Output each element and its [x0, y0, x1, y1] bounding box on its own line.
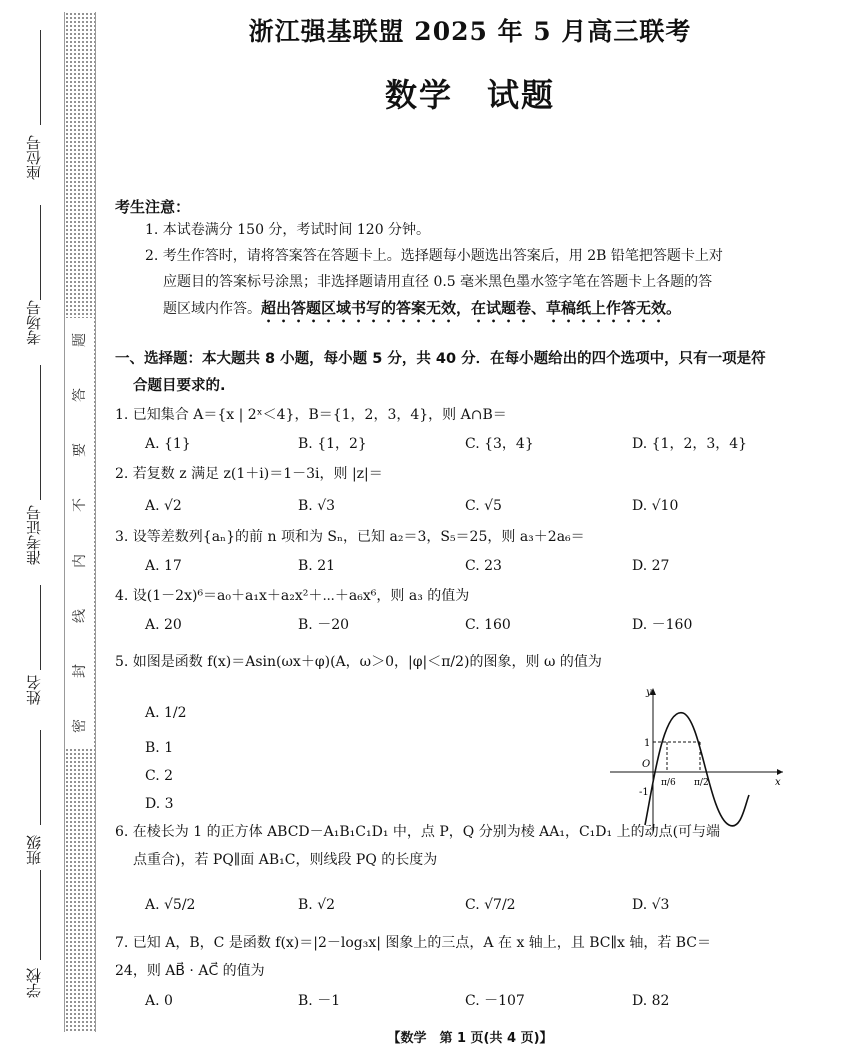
x-axis-arrow	[777, 769, 783, 775]
notice-emphasis: 超出答题区域书写的答案无效，在试题卷、草稿纸上作答无效。	[261, 299, 682, 317]
school-line	[40, 870, 41, 960]
notice-line-4	[163, 298, 681, 326]
room-line	[40, 205, 41, 300]
question-4: 4. 设(1－2x)⁶＝a₀＋a₁x＋a₂x²＋⋯＋a₆x⁶，则 a₃ 的值为	[115, 588, 470, 604]
q2-option-a: A. √2	[145, 498, 182, 514]
seal-char: 内	[72, 553, 88, 568]
q2-option-c: C. √5	[465, 498, 502, 514]
q3-option-d: D. 27	[632, 558, 670, 574]
question-6-cont: 点重合)，若 PQ∥面 AB₁C，则线段 PQ 的长度为	[133, 852, 438, 868]
q3-option-b: B. 21	[298, 558, 336, 574]
seal-char: 封	[72, 663, 88, 678]
q7-option-c: C. －107	[465, 993, 525, 1009]
seal-char: 不	[72, 498, 88, 513]
q1-option-a: A. {1}	[145, 436, 191, 452]
ticket-label: 准考证号	[25, 505, 43, 565]
section-heading: 一、选择题：本大题共 8 小题，每小题 5 分，共 40 分．在每小题给出的四个选项中，只有一项是符	[115, 351, 766, 367]
q4-option-b: B. －20	[298, 617, 350, 633]
seal-text-box	[66, 318, 92, 748]
subject-title	[115, 70, 825, 116]
paper-name: 试题	[487, 76, 556, 114]
notice-line-2: 2. 考生作答时，请将答案答在答题卡上。选择题每小题选出答案后，用 2B 铅笔把答题卡上对	[145, 248, 723, 264]
tick-y-1: 1	[644, 738, 651, 749]
notice-line-4-plain: 题区域内作答。	[163, 301, 261, 317]
binding-margin	[0, 0, 62, 1055]
seat-label: 座位号	[25, 135, 43, 180]
question-3: 3. 设等差数列{aₙ}的前 n 项和为 Sₙ，已知 a₂＝3，S₅＝25，则 a₃＋2a₆＝	[115, 529, 585, 545]
question-6: 6. 在棱长为 1 的正方体 ABCD－A₁B₁C₁D₁ 中，点 P，Q 分别为棱 AA₁，C₁D₁ 上的动点(可与端	[115, 824, 721, 840]
q6-option-b: B. √2	[298, 897, 336, 913]
q4-option-c: C. 160	[465, 617, 511, 633]
seal-char: 密	[72, 718, 88, 733]
name-line	[40, 585, 41, 670]
q4-option-a: A. 20	[145, 617, 182, 633]
q2-option-b: B. √3	[298, 498, 336, 514]
q3-option-a: A. 17	[145, 558, 182, 574]
tick-x-pi2: π/2	[694, 778, 709, 788]
y-axis-label: y	[646, 687, 652, 698]
sine-graph	[605, 685, 785, 835]
q3-option-c: C. 23	[465, 558, 502, 574]
notice-line-1: 1. 本试卷满分 150 分，考试时间 120 分钟。	[145, 222, 431, 238]
q7-option-d: D. 82	[632, 993, 670, 1009]
q1-option-c: C. {3，4}	[465, 436, 534, 452]
q6-option-c: C. √7/2	[465, 897, 516, 913]
q5-option-d: D. 3	[145, 796, 174, 812]
subject-name: 数学	[384, 76, 453, 114]
question-7-cont: 24，则 AB⃗ · AC⃗ 的值为	[115, 963, 265, 979]
seal-char: 线	[72, 608, 88, 623]
origin-label: O	[642, 759, 651, 770]
tick-y-minus-1: -1	[639, 787, 649, 798]
sine-curve	[645, 713, 749, 826]
q5-option-a: A. 1/2	[145, 705, 187, 721]
page-footer: 【数学 第 1 页(共 4 页)】	[387, 1031, 553, 1046]
q1-option-d: D. {1，2，3，4}	[632, 436, 748, 452]
x-axis-label: x	[775, 777, 781, 788]
seal-char: 题	[72, 333, 88, 347]
q4-option-d: D. －160	[632, 617, 693, 633]
school-label: 学校	[25, 968, 43, 998]
q6-option-a: A. √5/2	[145, 897, 196, 913]
notice-line-3: 应题目的答案标号涂黑；非选择题请用直径 0.5 毫米黑色墨水签字笔在答题卡上各题的答	[163, 274, 713, 290]
question-1: 1. 已知集合 A＝{x | 2ˣ＜4}，B＝{1，2，3，4}，则 A∩B＝	[115, 407, 507, 423]
question-5: 5. 如图是函数 f(x)＝Asin(ωx＋φ)(A，ω＞0，|φ|＜π/2)的图象，则 ω 的值为	[115, 654, 602, 670]
q6-option-d: D. √3	[632, 897, 670, 913]
notice-heading: 考生注意：	[115, 198, 191, 216]
seal-char: 答	[72, 388, 88, 403]
seat-line	[40, 30, 41, 125]
name-label: 姓名	[25, 675, 43, 705]
class-line	[40, 730, 41, 825]
room-label: 考场号	[25, 300, 43, 345]
question-7: 7. 已知 A，B，C 是函数 f(x)＝|2－log₃x| 图象上的三点，A 在 x 轴上，且 BC∥x 轴，若 BC＝	[115, 935, 712, 951]
tick-x-pi6: π/6	[661, 778, 676, 788]
q2-option-d: D. √10	[632, 498, 679, 514]
seal-char: 要	[72, 443, 88, 458]
q1-option-b: B. {1，2}	[298, 436, 367, 452]
q7-option-b: B. －1	[298, 993, 341, 1009]
exam-title: 浙江强基联盟 2025 年 5 月高三联考	[248, 17, 692, 46]
class-label: 班级	[25, 835, 43, 865]
q5-option-b: B. 1	[145, 740, 174, 756]
section-heading-cont: 合题目要求的.	[133, 378, 226, 394]
question-2: 2. 若复数 z 满足 z(1＋i)＝1－3i，则 |z|＝	[115, 466, 383, 482]
q5-option-c: C. 2	[145, 768, 174, 784]
ticket-line	[40, 365, 41, 500]
q7-option-a: A. 0	[145, 993, 173, 1009]
